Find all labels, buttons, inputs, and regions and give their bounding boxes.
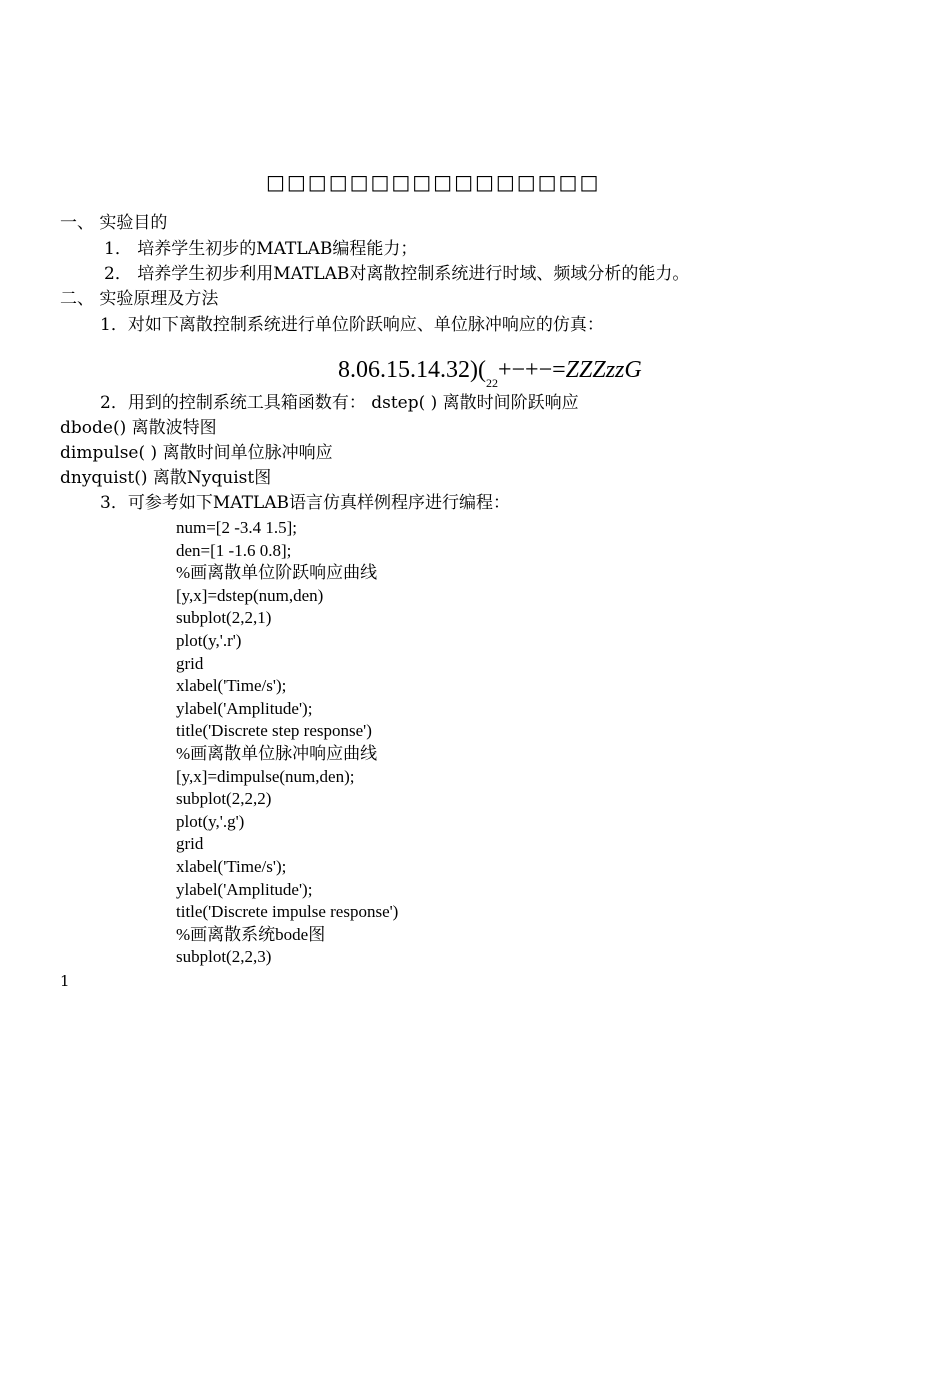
- purpose-item-2: 2． 培养学生初步利用MATLAB对离散控制系统进行时域、频域分析的能力。: [104, 264, 690, 284]
- section-heading-purpose: 一、 实验目的: [60, 213, 168, 233]
- code-line: title('Discrete step response'): [176, 721, 372, 741]
- code-line: xlabel('Time/s');: [176, 857, 287, 876]
- code-line: xlabel('Time/s');: [176, 676, 287, 696]
- code-line: plot(y,'.g'): [176, 811, 245, 831]
- code-line: ylabel('Amplitude');: [176, 698, 313, 718]
- code-line: grid: [176, 834, 204, 854]
- transfer-function-formula: [338, 357, 642, 390]
- code-line: subplot(2,2,3): [176, 947, 272, 967]
- code-line: subplot(2,2,1): [176, 608, 272, 628]
- code-line: %画离散单位阶跃响应曲线: [176, 563, 378, 583]
- code-line: [y,x]=dimpulse(num,den);: [176, 766, 355, 786]
- method-paragraph-3: 3．可参考如下MATLAB语言仿真样例程序进行编程：: [100, 493, 510, 513]
- formula-variables: ZZZzzG: [565, 357, 642, 383]
- formula-operators: +−+−=: [497, 357, 566, 383]
- formula-main: 8.06.15.14.32)(: [338, 357, 486, 383]
- code-line: num=[2 -3.4 1.5];: [176, 518, 298, 537]
- method-paragraph-2: 2．用到的控制系统工具箱函数有： dstep( ) 离散时间阶跃响应: [100, 393, 579, 413]
- page-number: 1: [60, 972, 70, 990]
- code-line: grid: [176, 653, 204, 673]
- purpose-item-1: 1． 培养学生初步的MATLAB编程能力；: [104, 239, 418, 259]
- func-dnyquist: dnyquist() 离散Nyquist图: [60, 468, 272, 488]
- func-dbode: dbode() 离散波特图: [60, 418, 217, 438]
- code-line: subplot(2,2,2): [176, 789, 272, 809]
- code-line: title('Discrete impulse response'): [176, 902, 399, 922]
- document-title: □□□□□□□□□□□□□□□□: [266, 170, 601, 194]
- formula-subscript: 22: [485, 376, 498, 390]
- code-line: %画离散系统bode图: [176, 924, 326, 944]
- func-dimpulse: dimpulse( ) 离散时间单位脉冲响应: [60, 443, 333, 463]
- section-heading-method: 二、 实验原理及方法: [60, 289, 219, 309]
- code-line: [y,x]=dstep(num,den): [176, 585, 324, 605]
- code-line: plot(y,'.r'): [176, 631, 242, 650]
- code-line: ylabel('Amplitude');: [176, 879, 313, 899]
- code-line: %画离散单位脉冲响应曲线: [176, 744, 378, 763]
- code-line: den=[1 -1.6 0.8];: [176, 540, 292, 560]
- method-paragraph-1: 1．对如下离散控制系统进行单位阶跃响应、单位脉冲响应的仿真：: [100, 315, 604, 335]
